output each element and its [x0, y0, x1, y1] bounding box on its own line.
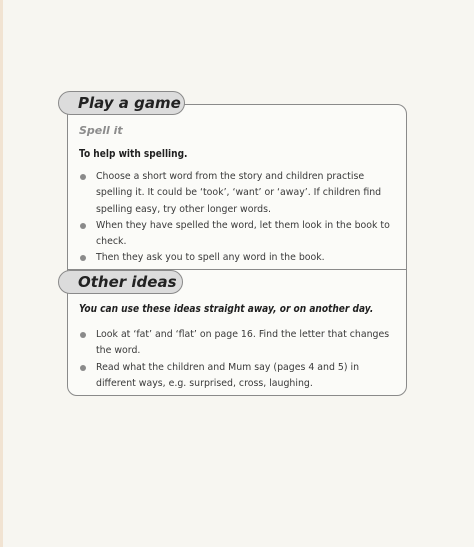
bullet-icon: [80, 223, 86, 229]
list-item-text: Read what the children and Mum say (pages 4 and 5) in different ways, e.g. surprised, cross, laughing.: [96, 361, 360, 389]
list-item: [79, 360, 399, 393]
list-item: [79, 327, 399, 360]
list-item: [79, 218, 399, 251]
bullet-icon: [80, 332, 86, 338]
bullet-icon: [80, 365, 86, 371]
play-a-game-intro: To help with spelling.: [79, 148, 188, 160]
list-item: [79, 250, 399, 266]
other-ideas-list: [79, 327, 399, 392]
list-item-text: Choose a short word from the story and children practise spelling it. It could be ‘took’, ‘want’ or ‘away’. If children find spelling easy, try other longer words.: [96, 171, 382, 215]
list-item: [79, 169, 399, 218]
list-item-text: When they have spelled the word, let them look in the book to check.: [96, 219, 390, 248]
other-ideas-heading: Other ideas: [58, 270, 183, 294]
play-a-game-heading: Play a game: [58, 91, 185, 115]
page-edge: [0, 0, 3, 547]
bullet-icon: [80, 255, 86, 261]
list-item-text: Look at ‘fat’ and ‘flat’ on page 16. Find the letter that changes the word.: [96, 329, 390, 357]
spell-it-subheading: Spell it: [79, 124, 123, 137]
bullet-icon: [80, 174, 86, 180]
list-item-text: Then they ask you to spell any word in the book.: [96, 252, 325, 264]
play-a-game-list: [79, 169, 399, 267]
other-ideas-intro: You can use these ideas straight away, or on another day.: [79, 303, 374, 315]
